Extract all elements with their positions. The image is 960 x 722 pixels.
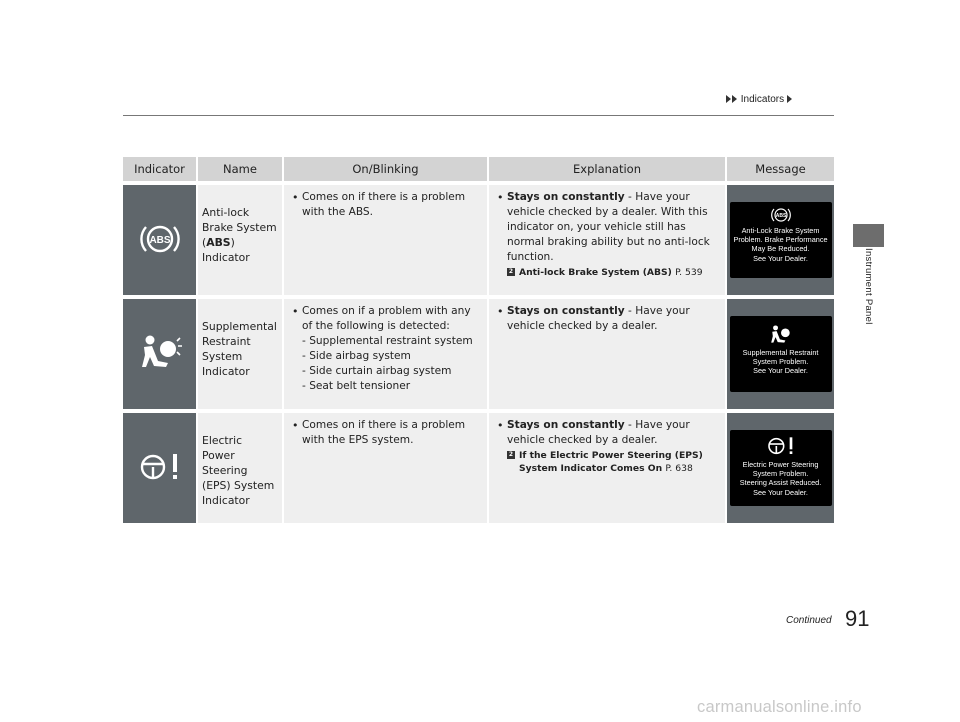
message-display: Electric Power Steering System Problem. Steering Assist Reduced. See Your Dealer. <box>730 430 832 506</box>
message-cell <box>726 413 834 523</box>
arrow-right-icon <box>732 95 737 103</box>
on-blinking-cell: • Comes on if there is a problem with the EPS system. <box>283 413 488 523</box>
column-header: Explanation <box>488 157 726 181</box>
svg-text:ABS: ABS <box>775 213 786 219</box>
page-number: 91 <box>845 606 870 631</box>
table-header-row <box>123 157 834 181</box>
reference-arrow-icon: 2 <box>508 268 514 275</box>
header-rule <box>123 115 834 116</box>
table-row <box>123 299 834 409</box>
column-header: Message <box>726 157 834 181</box>
srs-airbag-icon <box>769 324 793 346</box>
arrow-right-icon <box>726 95 731 103</box>
breadcrumb-label: Indicators <box>740 94 785 105</box>
eps-steering-icon <box>763 434 799 458</box>
svg-text:ABS: ABS <box>148 234 171 246</box>
on-blinking-cell: • Comes on if a problem with any of the following is detected: - Supplemental restraint system - Side airbag system - Side curtain airbag system - Seat belt tensioner <box>283 299 488 409</box>
table-row <box>123 413 834 523</box>
name-cell: Electric Power Steering (EPS) System Indicator <box>197 413 283 523</box>
breadcrumb <box>726 94 793 105</box>
message-cell <box>726 185 834 295</box>
on-blinking-cell: • Comes on if there is a problem with the ABS. <box>283 185 488 295</box>
indicator-cell <box>123 185 197 295</box>
explanation-cell: • Stays on constantly - Have your vehicle checked by a dealer. <box>488 299 726 409</box>
explanation-cell: • Stays on constantly - Have your vehicle checked by a dealer. With this indicator on, your vehicle still has normal braking ability but no anti-lock function. 2 Anti-lock Brake System (ABS) P. 539 <box>488 185 726 295</box>
name-cell: Anti-lock Brake System (ABS) Indicator <box>197 185 283 295</box>
message-display: Supplemental Restraint System Problem. See Your Dealer. <box>730 316 832 392</box>
indicator-cell <box>123 413 197 523</box>
name-cell: Supplemental Restraint System Indicator <box>197 299 283 409</box>
section-tab <box>853 224 884 247</box>
abs-warning-icon <box>138 221 182 257</box>
column-header: Indicator <box>123 157 197 181</box>
reference-arrow-icon: 2 <box>508 451 514 458</box>
eps-steering-icon <box>136 449 184 485</box>
message-display: ABS Anti-Lock Brake System Problem. Brake Performance May Be Reduced. See Your Dealer. <box>730 202 832 278</box>
message-cell <box>726 299 834 409</box>
watermark: carmanualsonline.info <box>697 698 862 716</box>
abs-warning-icon <box>770 206 792 224</box>
indicator-cell <box>123 299 197 409</box>
srs-airbag-icon <box>138 333 182 373</box>
column-header: On/Blinking <box>283 157 488 181</box>
page-reference-link[interactable]: 2 Anti-lock Brake System (ABS) P. 539 <box>508 267 703 278</box>
page-reference-link[interactable]: 2 If the Electric Power Steering (EPS) System Indicator Comes On P. 638 <box>508 450 703 474</box>
continued-label: Continued <box>786 615 832 626</box>
explanation-cell: • Stays on constantly - Have your vehicle checked by a dealer. 2 If the Electric Power Steering (EPS) System Indicator Comes On P. 638 <box>488 413 726 523</box>
section-tab-label: Instrument Panel <box>863 248 874 325</box>
table-row <box>123 185 834 295</box>
column-header: Name <box>197 157 283 181</box>
arrow-right-icon <box>787 95 792 103</box>
indicator-table <box>123 157 834 523</box>
